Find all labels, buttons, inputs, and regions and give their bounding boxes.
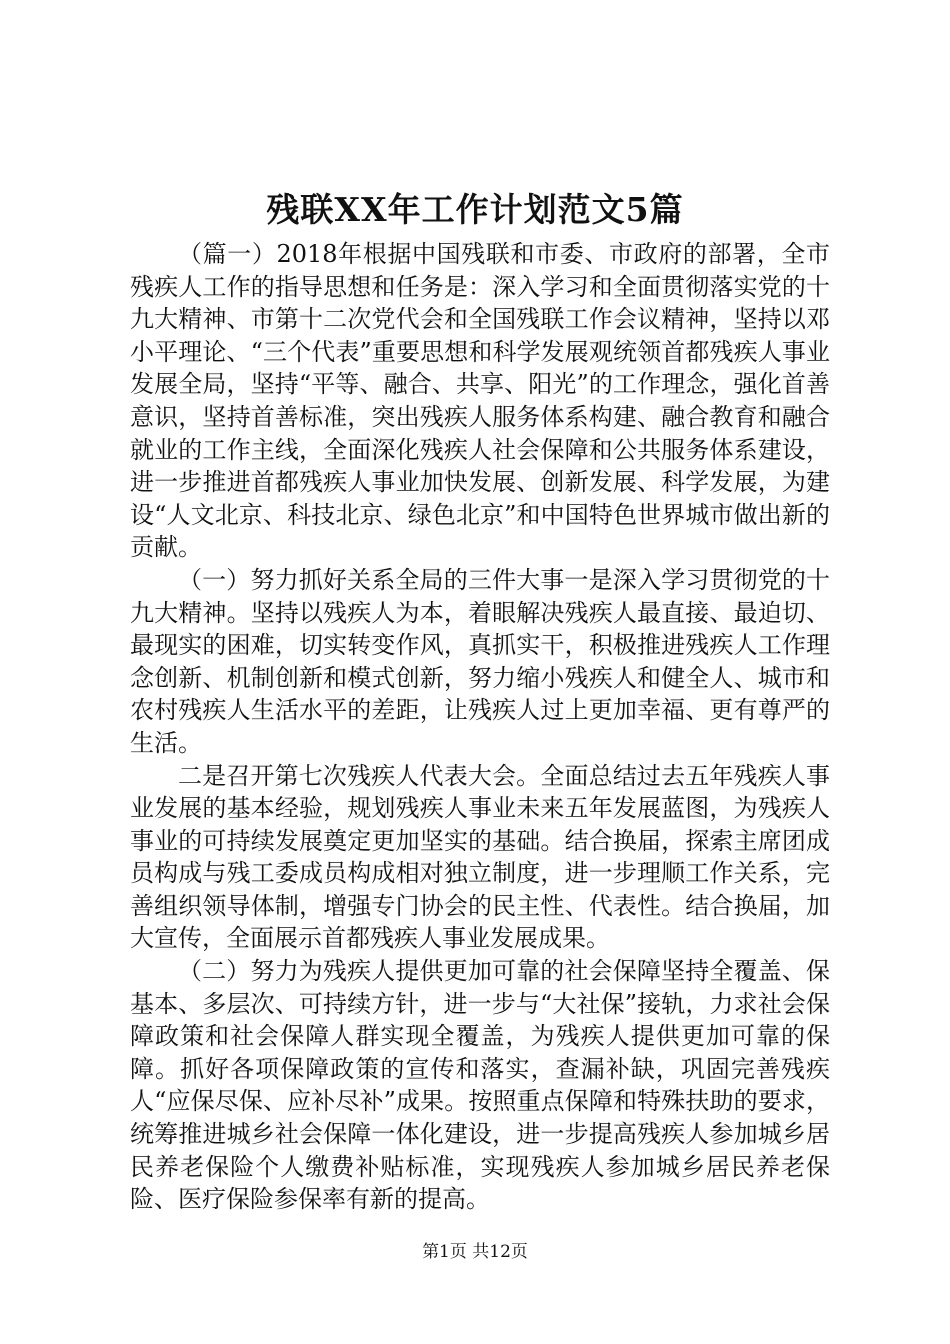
paragraph-3: 二是召开第七次残疾人代表大会。全面总结过去五年残疾人事业发展的基本经验，规划残疾人事业未来五年发展蓝图，为残疾人事业的可持续发展奠定更加坚实的基础。结合换届，探索主席团成员构成与残工委成员构成相对独立制度，进一步理顺工作关系，完善组织领导体制，增强专门协会的民主性、代表性。结合换届，加大宣传，全面展示首都残疾人事业发展成果。 [130, 761, 830, 953]
document-title: 残联XX年工作计划范文5篇 [266, 190, 684, 229]
document-body [130, 238, 830, 1216]
page-footer: 第1页 共12页 [422, 1242, 528, 1262]
paragraph-2: （一）努力抓好关系全局的三件大事一是深入学习贯彻党的十九大精神。坚持以残疾人为本，着眼解决残疾人最直接、最迫切、最现实的困难，切实转变作风，真抓实干，积极推进残疾人工作理念创新、机制创新和模式创新，努力缩小残疾人和健全人、城市和农村残疾人生活水平的差距，让残疾人过上更加幸福、更有尊严的生活。 [130, 565, 830, 757]
paragraph-4: （二）努力为残疾人提供更加可靠的社会保障坚持全覆盖、保基本、多层次、可持续方针，进一步与“大社保”接轨，力求社会保障政策和社会保障人群实现全覆盖，为残疾人提供更加可靠的保障。抓好各项保障政策的宣传和落实，查漏补缺，巩固完善残疾人“应保尽保、应补尽补”成果。按照重点保障和特殊扶助的要求，统筹推进城乡社会保障一体化建设，进一步提高残疾人参加城乡居民养老保险个人缴费补贴标准，实现残疾人参加城乡居民养老保险、医疗保险参保率有新的提高。 [130, 957, 830, 1214]
paragraph-1: （篇一）2018年根据中国残联和市委、市政府的部署，全市残疾人工作的指导思想和任务是：深入学习和全面贯彻落实党的十九大精神、市第十二次党代会和全国残联工作会议精神，坚持以邓小平理论、“三个代表”重要思想和科学发展观统领首都残疾人事业发展全局，坚持“平等、融合、共享、阳光”的工作理念，强化首善意识，坚持首善标准，突出残疾人服务体系构建、融合教育和融合就业的工作主线，全面深化残疾人社会保障和公共服务体系建设，进一步推进首都残疾人事业加快发展、创新发展、科学发展，为建设“人文北京、科技北京、绿色北京”和中国特色世界城市做出新的贡献。 [130, 240, 830, 562]
